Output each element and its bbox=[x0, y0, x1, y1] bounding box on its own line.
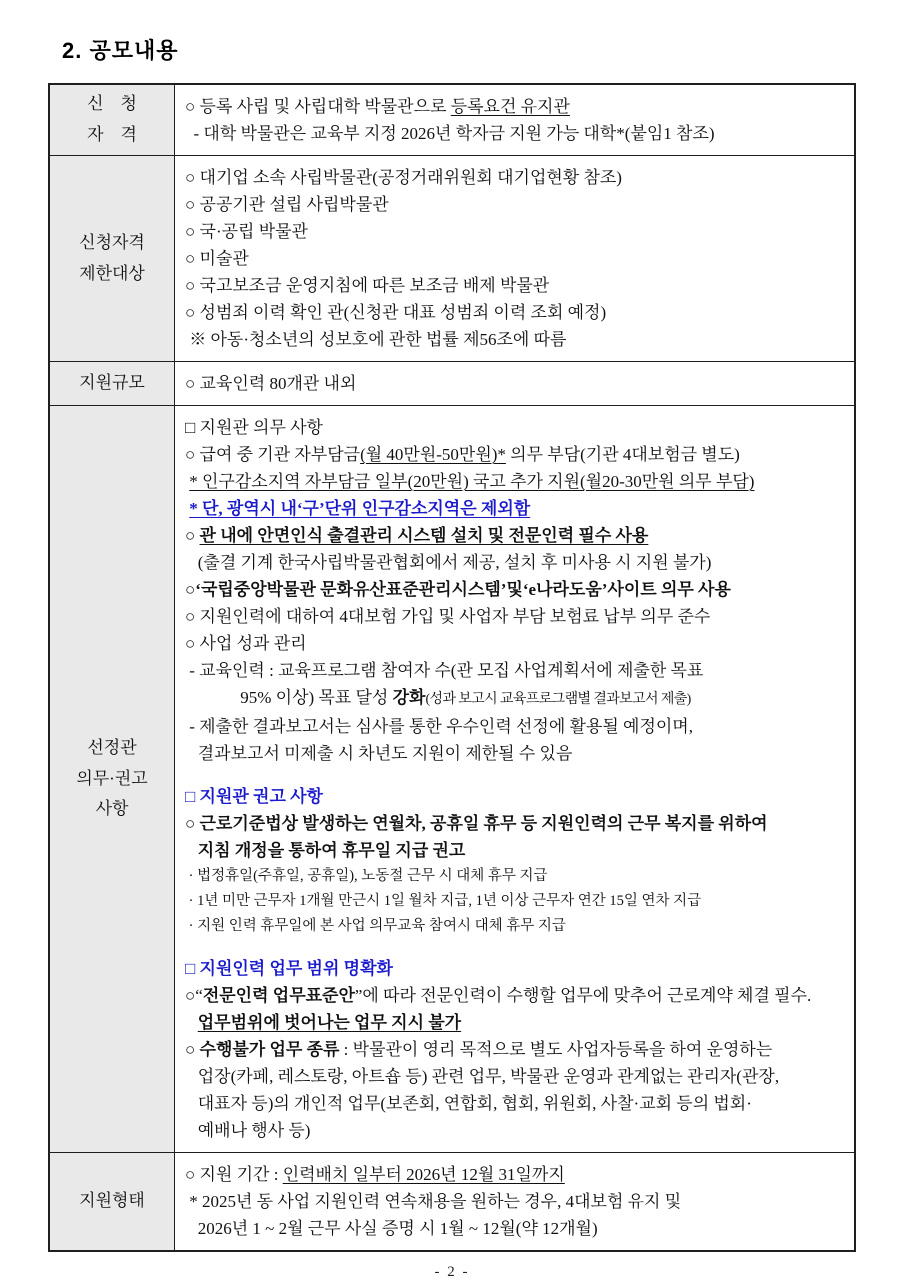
content-line bbox=[185, 326, 848, 353]
content-line bbox=[185, 783, 848, 810]
content-line bbox=[185, 218, 848, 245]
content-line bbox=[185, 955, 848, 982]
text-segment: 인력배치 일부터 2026년 12월 31일까지 bbox=[282, 1165, 565, 1184]
text-segment bbox=[185, 841, 198, 860]
text-segment: □ 지원인력 업무 범위 명확화 bbox=[185, 959, 393, 978]
content-line bbox=[185, 164, 848, 191]
content-line bbox=[185, 272, 848, 299]
text-segment: 대표자 등)의 개인적 업무(보존회, 연합회, 협회, 위원회, 사찰·교회 등의 법회· bbox=[185, 1094, 752, 1113]
text-segment: ○ 등록 사립 및 사립대학 박물관으로 bbox=[185, 97, 451, 116]
row-label-line: 사항 bbox=[95, 799, 129, 819]
content-line bbox=[185, 299, 848, 326]
table-row bbox=[49, 362, 855, 406]
text-segment: ○ bbox=[185, 814, 200, 833]
row-content bbox=[175, 406, 856, 1153]
table-row bbox=[49, 1153, 855, 1252]
content-line bbox=[185, 630, 848, 657]
content-line bbox=[185, 982, 848, 1009]
section-title: 2. 공모내용 bbox=[62, 38, 179, 63]
row-label-line: 자 격 bbox=[87, 125, 137, 144]
content-line bbox=[185, 810, 848, 837]
text-segment: 의무 부담(기관 4대보험금 별도) bbox=[505, 445, 740, 464]
content-line bbox=[185, 939, 848, 955]
text-segment: 결과보고서 미제출 시 차년도 지원이 제한될 수 있음 bbox=[185, 744, 573, 763]
content-line bbox=[185, 1090, 848, 1117]
text-segment: ”에 따라 전문인력이 수행할 업무에 맞추어 근로계약 체결 필수. bbox=[354, 986, 812, 1005]
text-segment: 95% 이상) 목표 달성 bbox=[185, 688, 393, 707]
text-segment bbox=[185, 1013, 198, 1032]
row-label bbox=[49, 1153, 175, 1252]
content-line bbox=[185, 1009, 848, 1036]
content-line bbox=[185, 522, 848, 549]
content-table-body bbox=[49, 84, 855, 1251]
text-segment: 수행불가 업무 종류 bbox=[199, 1040, 340, 1059]
table-row bbox=[49, 156, 855, 362]
text-segment: ○“ bbox=[185, 986, 203, 1005]
text-segment: 강화 bbox=[392, 688, 426, 707]
row-label-line: 의무·권고 bbox=[76, 768, 148, 788]
content-line bbox=[185, 684, 848, 713]
content-line bbox=[185, 549, 848, 576]
text-segment: ○ 급여 중 기관 자부담금 bbox=[185, 445, 361, 464]
content-line bbox=[185, 1215, 848, 1242]
text-segment: ○ 성범죄 이력 확인 관(신청관 대표 성범죄 이력 조회 예정) bbox=[185, 303, 607, 322]
text-segment: · 법정휴일(주휴일, 공휴일), 노동절 근무 시 대체 휴무 지급 bbox=[185, 868, 548, 884]
content-line bbox=[185, 191, 848, 218]
text-segment: · 지원 인력 휴무일에 본 사업 의무교육 참여시 대체 휴무 지급 bbox=[185, 918, 566, 934]
content-line bbox=[185, 93, 848, 120]
text-segment: ○ bbox=[185, 1040, 200, 1059]
content-line bbox=[185, 837, 848, 864]
text-segment: * 2025년 동 사업 지원인력 연속채용을 원하는 경우, 4대보험 유지 및 bbox=[185, 1192, 682, 1211]
table-row bbox=[49, 406, 855, 1153]
text-segment: : 박물관이 영리 목적으로 별도 사업자등록을 하여 운영하는 bbox=[339, 1040, 773, 1059]
text-segment: ‘국립중앙박물관 문화유산표준관리시스템’및‘e나라도움’사이트 의무 사용 bbox=[195, 580, 731, 599]
row-label-line: 지원형태 bbox=[79, 1191, 145, 1211]
table-row bbox=[49, 84, 855, 156]
text-segment: 전문인력 업무표준안 bbox=[202, 986, 355, 1005]
text-segment: 업무범위에 벗어나는 업무 지시 불가 bbox=[197, 1013, 462, 1032]
text-segment: ○ 지원 기간 : bbox=[185, 1165, 283, 1184]
content-line bbox=[185, 740, 848, 767]
content-line bbox=[185, 1036, 848, 1063]
content-line bbox=[185, 245, 848, 272]
content-line bbox=[185, 914, 848, 939]
text-segment: ○ 교육인력 80개관 내외 bbox=[185, 374, 357, 393]
text-segment: ○ 대기업 소속 사립박물관(공정거래위원회 대기업현황 참조) bbox=[185, 168, 622, 187]
text-segment: □ 지원관 권고 사항 bbox=[185, 787, 323, 806]
text-segment: 근로기준법상 발생하는 연월차, 공휴일 휴무 등 지원인력의 근무 복지를 위하여 bbox=[199, 814, 768, 833]
text-segment: - 교육인력 : 교육프로그램 참여자 수(관 모집 사업계획서에 제출한 목표 bbox=[185, 661, 704, 680]
content-line bbox=[185, 120, 848, 147]
text-segment: ○ 미술관 bbox=[185, 249, 249, 268]
row-label bbox=[49, 406, 175, 1153]
text-segment: ○ 공공기관 설립 사립박물관 bbox=[185, 195, 389, 214]
text-segment: ○ 지원인력에 대하여 4대보험 가입 및 사업자 부담 보험료 납부 의무 준수 bbox=[185, 607, 711, 626]
text-segment: 등록요건 유지관 bbox=[450, 97, 570, 116]
text-segment: - 대학 박물관은 교육부 지정 2026년 학자금 지원 가능 대학*(붙임1 참조) bbox=[185, 124, 715, 143]
content-line bbox=[185, 576, 848, 603]
row-label-line: 신청자격 bbox=[79, 232, 145, 252]
text-segment: ○ 국·공립 박물관 bbox=[185, 222, 308, 241]
content-table bbox=[48, 83, 856, 1252]
text-segment: (월 40만원-50만원)* bbox=[360, 445, 506, 464]
content-line bbox=[185, 1188, 848, 1215]
text-segment: ○ 사업 성과 관리 bbox=[185, 634, 307, 653]
text-segment: 지침 개정을 통하여 휴무일 지급 권고 bbox=[197, 841, 466, 860]
text-segment: * 인구감소지역 자부담금 일부(20만원) 국고 추가 지원(월20-30만원 의무 부담) bbox=[189, 472, 755, 491]
page-number: - 2 - bbox=[434, 1264, 470, 1280]
text-segment: 예배나 행사 등) bbox=[185, 1121, 311, 1140]
row-label-line: 제한대상 bbox=[79, 263, 145, 283]
text-segment: * 단, 광역시 내‘구’단위 인구감소지역은 제외함 bbox=[189, 499, 531, 518]
row-label-line: 선정관 bbox=[87, 738, 137, 758]
row-label-line: 지원규모 bbox=[79, 373, 145, 393]
content-line bbox=[185, 657, 848, 684]
content-line bbox=[185, 1161, 848, 1188]
content-line bbox=[185, 495, 848, 522]
text-segment: ○ 국고보조금 운영지침에 따른 보조금 배제 박물관 bbox=[185, 276, 550, 295]
text-segment: 2026년 1 ~ 2월 근무 사실 증명 시 1월 ~ 12월(약 12개월) bbox=[185, 1219, 598, 1238]
row-label bbox=[49, 84, 175, 156]
text-segment: ○ bbox=[185, 526, 200, 545]
content-line bbox=[185, 767, 848, 783]
row-content bbox=[175, 84, 856, 156]
content-line bbox=[185, 468, 848, 495]
row-content bbox=[175, 1153, 856, 1252]
content-line bbox=[185, 370, 848, 397]
text-segment: 업장(카페, 레스토랑, 아트숍 등) 관련 업무, 박물관 운영과 관계없는 관리자(관장, bbox=[185, 1067, 780, 1086]
row-content bbox=[175, 156, 856, 362]
text-segment: □ 지원관 의무 사항 bbox=[185, 418, 323, 437]
content-line bbox=[185, 1063, 848, 1090]
text-segment: · 1년 미만 근무자 1개월 만근시 1일 월차 지급, 1년 이상 근무자 연간 15일 연차 지급 bbox=[185, 893, 702, 909]
row-label-line: 신 청 bbox=[87, 94, 137, 114]
text-segment: (성과 보고시 교육프로그램별 결과보고서 제출) bbox=[425, 692, 691, 707]
text-segment: ※ 아동·청소년의 성보호에 관한 법률 제56조에 따름 bbox=[185, 330, 567, 349]
content-line bbox=[185, 889, 848, 914]
content-line bbox=[185, 864, 848, 889]
text-segment: ○ bbox=[185, 580, 196, 599]
row-content bbox=[175, 362, 856, 406]
row-label bbox=[49, 362, 175, 406]
content-line bbox=[185, 1117, 848, 1144]
row-label bbox=[49, 156, 175, 362]
content-line bbox=[185, 414, 848, 441]
content-line bbox=[185, 441, 848, 468]
text-segment: (출결 기계 한국사립박물관협회에서 제공, 설치 후 미사용 시 지원 불가) bbox=[185, 553, 712, 572]
content-line bbox=[185, 713, 848, 740]
content-line bbox=[185, 603, 848, 630]
text-segment: 관 내에 안면인식 출결관리 시스템 설치 및 전문인력 필수 사용 bbox=[199, 526, 649, 545]
text-segment: - 제출한 결과보고서는 심사를 통한 우수인력 선정에 활용될 예정이며, bbox=[185, 717, 693, 736]
